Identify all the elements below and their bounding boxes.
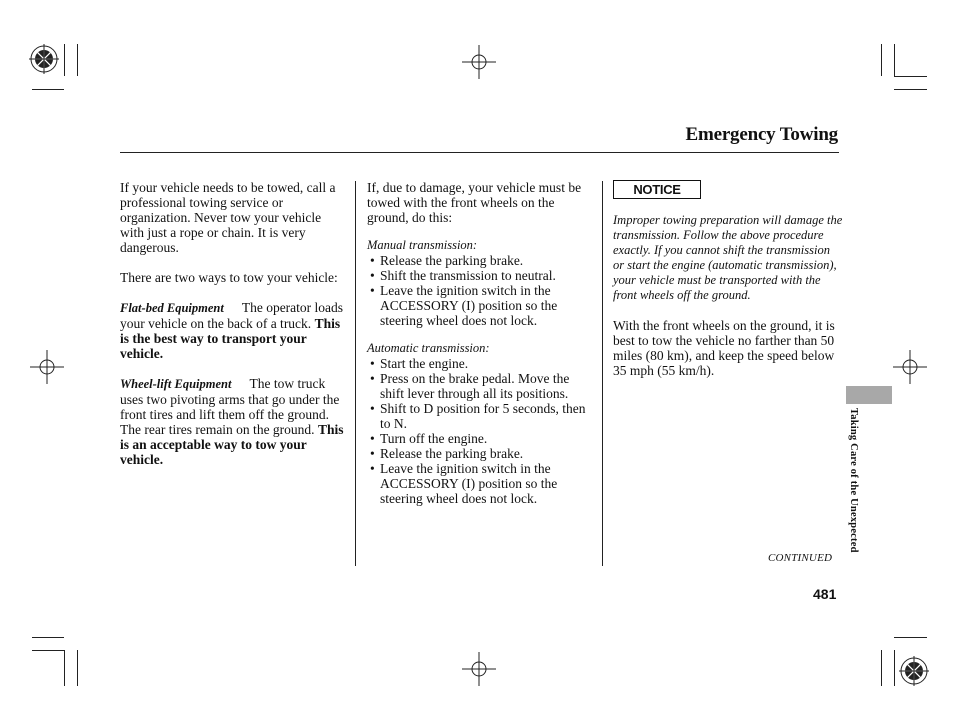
crop-mark xyxy=(881,44,882,76)
crop-mark xyxy=(77,44,78,76)
wheellift-bold: This is an acceptable way to tow your vehicle. xyxy=(120,422,344,467)
flatbed-bold: This is the best way to transport your vehicle. xyxy=(120,316,341,361)
auto-steps-list xyxy=(367,356,593,506)
manual-steps-list xyxy=(367,253,593,328)
column-notice xyxy=(613,180,843,378)
column-divider xyxy=(355,181,356,566)
crop-mark xyxy=(894,650,895,686)
column-divider xyxy=(602,181,603,566)
auto-heading: Automatic transmission: xyxy=(367,341,490,355)
manual-heading: Manual transmission: xyxy=(367,238,478,252)
crop-mark xyxy=(32,89,64,90)
list-item: • Start the engine. xyxy=(367,356,593,371)
crop-mark xyxy=(64,650,65,686)
speed-paragraph: With the front wheels on the ground, it is best to tow the vehicle no farther than 50 miles (80 km), and keep the speed below 35 mph (55 km/h). xyxy=(613,318,835,378)
crop-mark xyxy=(894,76,927,77)
registration-mark-icon xyxy=(899,656,929,686)
crop-mark xyxy=(894,89,927,90)
title-divider xyxy=(120,152,839,153)
crosshair-icon xyxy=(462,45,496,79)
wheellift-text: The tow truck uses two pivoting arms that go under the front tires and lift them off the ground. The rear tires remain on the ground. xyxy=(120,376,340,437)
ways-paragraph: There are two ways to tow your vehicle: xyxy=(120,270,338,285)
crop-mark xyxy=(64,44,65,76)
wheellift-label: Wheel-lift Equipment xyxy=(120,377,232,391)
flatbed-paragraph xyxy=(120,300,348,361)
crosshair-icon xyxy=(462,652,496,686)
list-item: • Turn off the engine. xyxy=(367,431,593,446)
section-label: Taking Care of the Unexpected xyxy=(848,408,859,553)
crop-mark xyxy=(894,637,927,638)
crop-mark xyxy=(77,650,78,686)
page-number: 481 xyxy=(813,586,837,602)
list-item: • Leave the ignition switch in the ACCESSORY (I) position so the steering wheel does not lock. xyxy=(367,461,593,506)
column-towing-intro xyxy=(120,180,348,467)
wheellift-paragraph xyxy=(120,376,348,467)
list-item: • Release the parking brake. xyxy=(367,253,593,268)
procedure-intro: If, due to damage, your vehicle must be towed with the front wheels on the ground, do this: xyxy=(367,180,582,225)
list-item: • Leave the ignition switch in the ACCESSORY (I) position so the steering wheel does not lock. xyxy=(367,283,593,328)
notice-text: Improper towing preparation will damage the transmission. Follow the above procedure exactly. If you cannot shift the transmission or start the engine (automatic transmission), your vehicle must be transported with the front wheels off the ground. xyxy=(613,213,843,302)
notice-badge: NOTICE xyxy=(613,180,701,199)
crop-mark xyxy=(32,650,64,651)
crop-mark xyxy=(881,650,882,686)
list-item: • Press on the brake pedal. Move the shift lever through all its positions. xyxy=(367,371,593,401)
list-item: • Shift the transmission to neutral. xyxy=(367,268,593,283)
crop-mark xyxy=(32,637,64,638)
crosshair-icon xyxy=(30,350,64,384)
page-title: Emergency Towing xyxy=(685,124,838,145)
flatbed-text: The operator loads your vehicle on the back of a truck. xyxy=(120,300,344,331)
section-tab xyxy=(846,386,892,404)
list-item: • Shift to D position for 5 seconds, then to N. xyxy=(367,401,593,431)
column-towing-procedure xyxy=(367,180,593,506)
flatbed-label: Flat-bed Equipment xyxy=(120,301,224,315)
crop-mark xyxy=(894,44,895,76)
intro-paragraph: If your vehicle needs to be towed, call a professional towing service or organization. Never tow your vehicle with just a rope or chain. It is very dangerous. xyxy=(120,180,336,255)
list-item: • Release the parking brake. xyxy=(367,446,593,461)
registration-mark-icon xyxy=(29,44,59,74)
crosshair-icon xyxy=(893,350,927,384)
continued-label: CONTINUED xyxy=(768,552,833,564)
